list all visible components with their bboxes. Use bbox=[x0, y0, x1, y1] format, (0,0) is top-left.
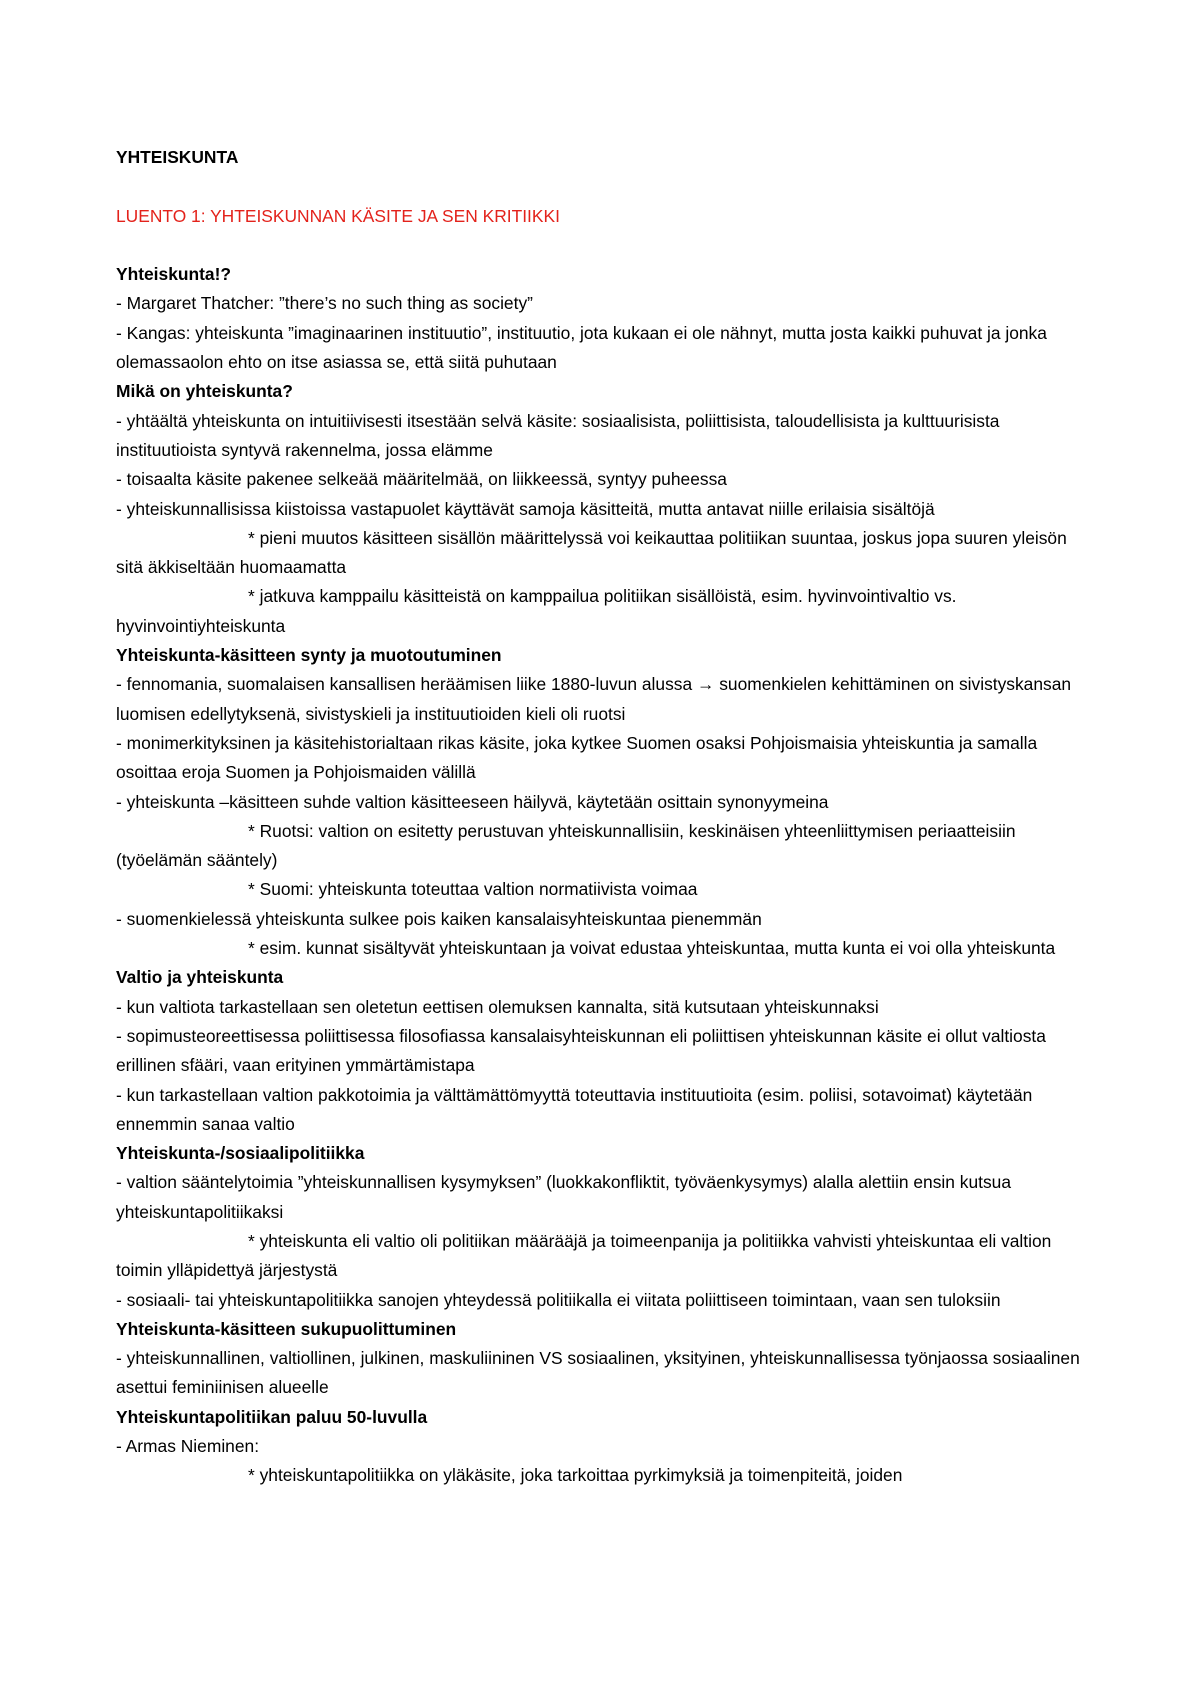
bullet-point: - yhteiskunnallinen, valtiollinen, julkinen, maskuliininen VS sosiaalinen, yksityinen, yhteiskunnallisessa työnjaossa sosiaalinen asettui feminiinisen alueelle bbox=[116, 1348, 1080, 1398]
bullet-point: - Margaret Thatcher: ”there’s no such thing as society” bbox=[116, 293, 533, 314]
notes-section bbox=[116, 260, 1096, 1490]
section-heading: Yhteiskunta-käsitteen sukupuolittuminen bbox=[116, 1318, 457, 1339]
bullet-point: - yhtäältä yhteiskunta on intuitiivisesti itsestään selvä käsite: sosiaalisista, poliittisista, taloudellisista ja kulttuurisista instituutioista syntyvä rakennelma, jossa elämme bbox=[116, 410, 1000, 460]
bullet-point: - yhteiskunta –käsitteen suhde valtion käsitteeseen häilyvä, käytetään osittain synonyymeina bbox=[116, 791, 829, 812]
document-title: YHTEISKUNTA bbox=[116, 147, 239, 167]
sub-point: * Suomi: yhteiskunta toteuttaa valtion normatiivista voimaa bbox=[248, 879, 698, 900]
sub-point: * Ruotsi: valtion on esitetty perustuvan yhteiskunnallisiin, keskinäisen yhteenliittymisen periaatteisiin (työelämän sääntely) bbox=[116, 820, 1016, 871]
sub-point: * jatkuva kamppailu käsitteistä on kamppailua politiikan sisällöistä, esim. hyvinvointivaltio vs. hyvinvointiyhteiskunta bbox=[116, 586, 957, 636]
section-heading: Yhteiskuntapolitiikan paluu 50-luvulla bbox=[116, 1406, 428, 1427]
bullet-point: - kun tarkastellaan valtion pakkotoimia ja välttämättömyyttä toteuttavia instituutioita (esim. poliisi, sotavoimat) käytetään ennemmin sanaa valtio bbox=[116, 1084, 1033, 1134]
section-heading: Yhteiskunta!? bbox=[116, 264, 231, 285]
bullet-point: - Kangas: yhteiskunta ”imaginaarinen instituutio”, instituutio, jota kukaan ei ole nähnyt, mutta josta kaikki puhuvat ja jonka olemassaolon ehto on itse asiassa se, että siitä puhutaan bbox=[116, 322, 1047, 373]
bullet-point: - monimerkityksinen ja käsitehistorialtaan rikas käsite, joka kytkee Suomen osaksi Pohjoismaisia yhteiskuntia ja samalla osoittaa eroja Suomen ja Pohjoismaiden välillä bbox=[116, 732, 1038, 783]
document-body bbox=[116, 143, 1096, 1491]
bullet-point: - valtion sääntelytoimia ”yhteiskunnallisen kysymyksen” (luokkakonfliktit, työväenkysymys) alalla alettiin ensin kutsua yhteiskuntapolitiikaksi bbox=[116, 1172, 1012, 1222]
bullet-point: - kun valtiota tarkastellaan sen oletetun eettisen olemuksen kannalta, sitä kutsutaan yhteiskunnaksi bbox=[116, 996, 879, 1017]
sub-point: * pieni muutos käsitteen sisällön määrittelyssä voi keikauttaa politiikan suuntaa, joskus jopa suuren yleisön sitä äkkiseltään huomaamatta bbox=[116, 527, 1067, 578]
bullet-point: - fennomania, suomalaisen kansallisen heräämisen liike 1880-luvun alussa → suomenkielen kehittäminen on sivistyskansan luomisen edellytyksenä, sivistyskieli ja instituutioiden kieli oli ruotsi bbox=[116, 674, 1072, 724]
lecture-title: LUENTO 1: YHTEISKUNNAN KÄSITE JA SEN KRITIIKKI bbox=[116, 205, 560, 226]
spacer bbox=[116, 172, 1096, 201]
bullet-point: - sosiaali- tai yhteiskuntapolitiikka sanojen yhteydessä politiikalla ei viitata poliittiseen toimintaan, vaan sen tuloksiin bbox=[116, 1289, 1001, 1310]
spacer bbox=[116, 231, 1096, 260]
section-heading: Yhteiskunta-käsitteen synty ja muotoutuminen bbox=[116, 645, 502, 666]
section-heading: Mikä on yhteiskunta? bbox=[116, 381, 293, 402]
section-heading: Yhteiskunta-/sosiaalipolitiikka bbox=[116, 1143, 365, 1164]
bullet-point: - sopimusteoreettisessa poliittisessa filosofiassa kansalaisyhteiskunnan eli poliittisen yhteiskunnan käsite ei ollut valtiosta erillinen sfääri, vaan erityinen ymmärtämistapa bbox=[116, 1025, 1046, 1076]
section-heading: Valtio ja yhteiskunta bbox=[116, 967, 284, 988]
bullet-point: - Armas Nieminen: bbox=[116, 1436, 260, 1457]
bullet-point: - toisaalta käsite pakenee selkeää määritelmää, on liikkeessä, syntyy puheessa bbox=[116, 469, 727, 490]
bullet-point: - suomenkielessä yhteiskunta sulkee pois kaiken kansalaisyhteiskuntaa pienemmän bbox=[116, 908, 762, 929]
sub-point: * yhteiskunta eli valtio oli politiikan määrääjä ja toimeenpanija ja politiikka vahvisti yhteiskuntaa eli valtion toimin ylläpidettyä järjestystä bbox=[116, 1230, 1052, 1281]
sub-point: * yhteiskuntapolitiikka on yläkäsite, joka tarkoittaa pyrkimyksiä ja toimenpiteitä, joiden bbox=[248, 1465, 903, 1486]
sub-point: * esim. kunnat sisältyvät yhteiskuntaan ja voivat edustaa yhteiskuntaa, mutta kunta ei voi olla yhteiskunta bbox=[248, 938, 1056, 959]
bullet-point: - yhteiskunnallisissa kiistoissa vastapuolet käyttävät samoja käsitteitä, mutta antavat niille erilaisia sisältöjä bbox=[116, 498, 935, 519]
